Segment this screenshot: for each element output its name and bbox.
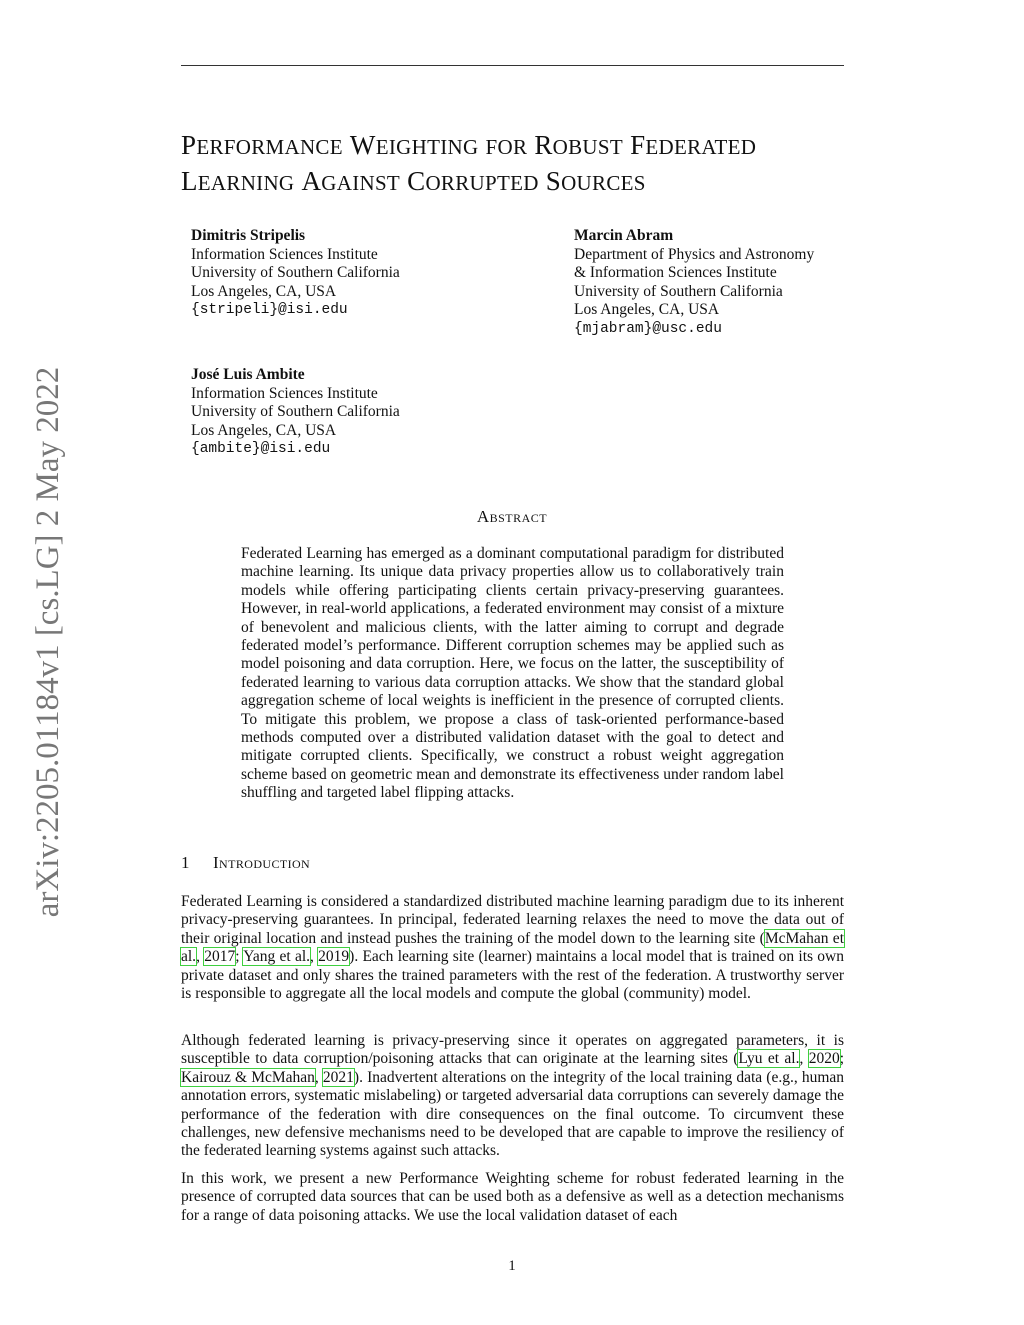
author-location: Los Angeles, CA, USA [191, 421, 337, 439]
author-name: José Luis Ambite [191, 366, 305, 383]
author-block-ambite [191, 366, 400, 459]
author-affiliation: University of Southern California [191, 264, 400, 281]
intro-paragraph-2: Although federated learning is privacy-preserving since it operates on aggregated parameters, it is susceptible to data corruption/poisoning attacks that can originate at the learning sites (Lyu et al., 2020; Kairouz & McMahan, 2021). Inadvertent alterations on the integrity of the local training data (e.g., human annotation errors, systematic mislabeling) or targeted adversarial data corruptions can severely damage the performance of the federation with dire consequences on the final outcome. To circumvent these challenges, new defensive mechanisms need to be developed that are capable to improve the resiliency of the federated learning systems against such attacks. [181, 1032, 845, 1160]
citation-link[interactable]: 2020 [808, 1050, 840, 1068]
author-location: Los Angeles, CA, USA [574, 301, 720, 318]
title-line-1: PERFORMANCE WEIGHTING FOR ROBUST FEDERATED [181, 130, 757, 160]
author-block-abram [574, 227, 814, 338]
intro-paragraph-1: Federated Learning is considered a standardized distributed machine learning paradigm due to its inherent privacy-preserving guarantees. In principal, federated learning relaxes the need to move the data out of their original location and instead pushes the training of the model down to the learning site (McMahan et al., 2017; Yang et al., 2019). Each learning site (learner) maintains a local model that is trained on its own private dataset and only shares the trained parameters with the rest of the federation. A trustworthy server is responsible to aggregate all the local models and compute the global (community) model. [181, 893, 844, 1003]
abstract-text: Federated Learning has emerged as a dominant computational paradigm for distributed machine learning. Its unique data privacy properties allow us to collaboratively train models while offering participating clients certain privacy-preserving guarantees. However, in real-world applications, a federated environment may consist of a mixture of benevolent and malicious clients, with the latter aiming to corrupt and degrade federated model’s performance. Different corruption schemes may be applied such as model poisoning and data corruption. Here, we focus on the latter, the susceptibility of federated learning to various data corruption attacks. We show that the standard global aggregation scheme of local weights is inefficient in the presence of corrupted clients. To mitigate this problem, we propose a class of task-oriented performance-based methods computed over a distributed validation dataset with the goal to detect and mitigate corrupted clients. Specifically, we construct a robust weight aggregation scheme based on geometric mean and demonstrate its effectiveness under random label shuffling and targeted label flipping attacks. [241, 545, 784, 802]
author-affiliation: University of Southern California [191, 403, 400, 420]
author-location: Los Angeles, CA, USA [191, 282, 337, 300]
arxiv-stamp: arXiv:2205.01184v1 [cs.LG] 2 May 2022 [30, 366, 66, 918]
section-number: 1 [181, 853, 190, 872]
author-affiliation: Department of Physics and Astronomy [574, 245, 815, 263]
author-block-stripelis [191, 227, 400, 320]
paper-title [181, 128, 861, 200]
author-email[interactable]: {stripeli}@isi.edu [191, 302, 348, 318]
author-email[interactable]: {ambite}@isi.edu [191, 441, 331, 457]
abstract-heading: Abstract [476, 507, 548, 526]
section-title: Introduction [213, 853, 311, 872]
citation-link[interactable]: 2021 [322, 1068, 354, 1086]
author-name: Marcin Abram [574, 227, 674, 244]
section-heading-introduction [181, 853, 310, 873]
citation-link[interactable]: Lyu et al. [738, 1050, 800, 1068]
author-email[interactable]: {mjabram}@usc.edu [574, 320, 722, 337]
author-affiliation: & Information Sciences Institute [574, 264, 777, 281]
title-line-2: LEARNING AGAINST CORRUPTED SOURCES [181, 166, 646, 196]
author-name: Dimitris Stripelis [191, 227, 306, 244]
citation-link[interactable]: Yang et al. [243, 948, 311, 966]
top-rule [181, 65, 844, 66]
author-affiliation: Information Sciences Institute [191, 245, 378, 263]
citation-link[interactable]: 2019 [318, 948, 350, 966]
citation-link[interactable]: McMahan et al. [181, 929, 844, 966]
author-affiliation: University of Southern California [574, 282, 783, 300]
page-number: 1 [508, 1258, 516, 1274]
citation-link[interactable]: Kairouz & McMahan [181, 1068, 315, 1086]
author-affiliation: Information Sciences Institute [191, 384, 378, 402]
citation-link[interactable]: 2017 [204, 948, 236, 966]
intro-paragraph-3: In this work, we present a new Performance Weighting scheme for robust federated learning in the presence of corrupted data sources that can be used both as a defensive as well as a detection mechanisms for a range of data poisoning attacks. We use the local validation dataset of each [181, 1170, 844, 1224]
